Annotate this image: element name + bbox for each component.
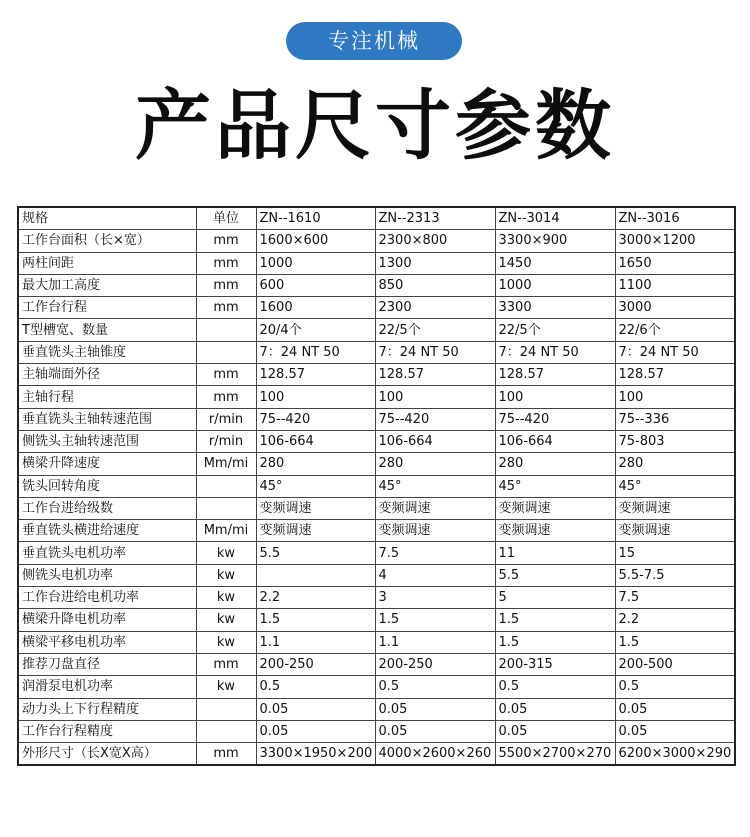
zn3014-cell: 128.57 <box>495 364 615 386</box>
zn3016-cell: 100 <box>615 386 735 408</box>
zn1610-cell <box>256 564 375 586</box>
param-name-cell: 动力头上下行程精度 <box>18 698 196 720</box>
zn2313-cell: 0.05 <box>375 720 495 742</box>
unit-cell: mm <box>196 653 256 675</box>
param-name-cell: T型槽宽、数量 <box>18 319 196 341</box>
zn1610-cell: 600 <box>256 274 375 296</box>
zn3014-cell: 5 <box>495 587 615 609</box>
table-row <box>18 274 735 296</box>
zn3014-cell: 7：24 NT 50 <box>495 341 615 363</box>
unit-cell <box>196 497 256 519</box>
zn2313-cell: 2300 <box>375 297 495 319</box>
unit-cell: 单位 <box>196 207 256 230</box>
zn3014-cell: 100 <box>495 386 615 408</box>
zn1610-cell: 280 <box>256 453 375 475</box>
zn2313-cell: 4 <box>375 564 495 586</box>
zn1610-cell: 1600 <box>256 297 375 319</box>
zn3014-cell: ZN--3014 <box>495 207 615 230</box>
table-row <box>18 631 735 653</box>
zn3014-cell: 0.05 <box>495 720 615 742</box>
zn3016-cell: 75-803 <box>615 430 735 452</box>
zn3016-cell: 0.5 <box>615 676 735 698</box>
zn3014-cell: 45° <box>495 475 615 497</box>
zn3014-cell: 75--420 <box>495 408 615 430</box>
zn3016-cell: 15 <box>615 542 735 564</box>
unit-cell: Mm/mi <box>196 520 256 542</box>
zn2313-cell: 22/5个 <box>375 319 495 341</box>
zn3016-cell: 200-500 <box>615 653 735 675</box>
zn2313-cell: 变频调速 <box>375 520 495 542</box>
zn3016-cell: 7：24 NT 50 <box>615 341 735 363</box>
table-row <box>18 587 735 609</box>
table-header-row <box>18 207 735 230</box>
param-name-cell: 垂直铣头主轴锥度 <box>18 341 196 363</box>
unit-cell <box>196 698 256 720</box>
zn1610-cell: 变频调速 <box>256 520 375 542</box>
zn2313-cell: 850 <box>375 274 495 296</box>
param-name-cell: 工作台行程 <box>18 297 196 319</box>
zn2313-cell: 1.1 <box>375 631 495 653</box>
zn3014-cell: 1450 <box>495 252 615 274</box>
unit-cell <box>196 720 256 742</box>
brand-badge: 专注机械 <box>286 22 462 60</box>
zn2313-cell: 1.5 <box>375 609 495 631</box>
unit-cell: mm <box>196 297 256 319</box>
zn2313-cell: 106-664 <box>375 430 495 452</box>
zn3016-cell: 7.5 <box>615 587 735 609</box>
param-name-cell: 横梁升降速度 <box>18 453 196 475</box>
spec-table <box>17 206 736 766</box>
table-row <box>18 230 735 252</box>
zn3014-cell: 11 <box>495 542 615 564</box>
zn3016-cell: 128.57 <box>615 364 735 386</box>
param-name-cell: 横梁平移电机功率 <box>18 631 196 653</box>
zn3016-cell: ZN--3016 <box>615 207 735 230</box>
zn3014-cell: 5500×2700×270 <box>495 743 615 766</box>
zn3016-cell: 1650 <box>615 252 735 274</box>
table-row <box>18 542 735 564</box>
table-row <box>18 297 735 319</box>
zn3016-cell: 5.5-7.5 <box>615 564 735 586</box>
unit-cell: mm <box>196 743 256 766</box>
table-row <box>18 564 735 586</box>
zn1610-cell: 100 <box>256 386 375 408</box>
zn3014-cell: 5.5 <box>495 564 615 586</box>
param-name-cell: 铣头回转角度 <box>18 475 196 497</box>
param-name-cell: 工作台行程精度 <box>18 720 196 742</box>
unit-cell: kw <box>196 676 256 698</box>
spec-table-body <box>18 207 735 765</box>
zn2313-cell: 变频调速 <box>375 497 495 519</box>
unit-cell: mm <box>196 230 256 252</box>
zn3016-cell: 1.5 <box>615 631 735 653</box>
zn1610-cell: 3300×1950×200 <box>256 743 375 766</box>
zn3016-cell: 0.05 <box>615 720 735 742</box>
page-title: 产品尺寸参数 <box>135 81 615 170</box>
unit-cell <box>196 341 256 363</box>
zn3014-cell: 280 <box>495 453 615 475</box>
zn3014-cell: 1.5 <box>495 631 615 653</box>
param-name-cell: 侧铣头电机功率 <box>18 564 196 586</box>
zn3014-cell: 0.05 <box>495 698 615 720</box>
table-row <box>18 609 735 631</box>
table-row <box>18 475 735 497</box>
param-name-cell: 垂直铣头主轴转速范围 <box>18 408 196 430</box>
zn3016-cell: 变频调速 <box>615 520 735 542</box>
zn3014-cell: 22/5个 <box>495 319 615 341</box>
param-name-cell: 规格 <box>18 207 196 230</box>
zn3016-cell: 6200×3000×290 <box>615 743 735 766</box>
table-row <box>18 430 735 452</box>
param-name-cell: 主轴行程 <box>18 386 196 408</box>
table-row <box>18 720 735 742</box>
table-row <box>18 653 735 675</box>
unit-cell: mm <box>196 386 256 408</box>
param-name-cell: 工作台面积（长×宽） <box>18 230 196 252</box>
table-row <box>18 743 735 766</box>
param-name-cell: 垂直铣头横进给速度 <box>18 520 196 542</box>
table-row <box>18 364 735 386</box>
unit-cell: kw <box>196 631 256 653</box>
zn3014-cell: 106-664 <box>495 430 615 452</box>
zn3016-cell: 0.05 <box>615 698 735 720</box>
zn3014-cell: 变频调速 <box>495 520 615 542</box>
zn2313-cell: 2300×800 <box>375 230 495 252</box>
zn1610-cell: 0.05 <box>256 698 375 720</box>
param-name-cell: 工作台进给级数 <box>18 497 196 519</box>
param-name-cell: 推荐刀盘直径 <box>18 653 196 675</box>
unit-cell <box>196 475 256 497</box>
zn2313-cell: 7：24 NT 50 <box>375 341 495 363</box>
table-row <box>18 341 735 363</box>
zn1610-cell: 5.5 <box>256 542 375 564</box>
zn2313-cell: 4000×2600×260 <box>375 743 495 766</box>
zn1610-cell: 变频调速 <box>256 497 375 519</box>
param-name-cell: 外形尺寸（长X宽X高） <box>18 743 196 766</box>
unit-cell: kw <box>196 587 256 609</box>
table-row <box>18 676 735 698</box>
zn3016-cell: 1100 <box>615 274 735 296</box>
unit-cell: kw <box>196 542 256 564</box>
zn1610-cell: 200-250 <box>256 653 375 675</box>
unit-cell: mm <box>196 252 256 274</box>
zn1610-cell: 1.1 <box>256 631 375 653</box>
table-row <box>18 408 735 430</box>
zn3014-cell: 200-315 <box>495 653 615 675</box>
unit-cell: mm <box>196 274 256 296</box>
zn1610-cell: 128.57 <box>256 364 375 386</box>
unit-cell: r/min <box>196 408 256 430</box>
param-name-cell: 侧铣头主轴转速范围 <box>18 430 196 452</box>
zn2313-cell: 200-250 <box>375 653 495 675</box>
zn3014-cell: 变频调速 <box>495 497 615 519</box>
zn1610-cell: 1000 <box>256 252 375 274</box>
zn3014-cell: 0.5 <box>495 676 615 698</box>
zn1610-cell: 1.5 <box>256 609 375 631</box>
param-name-cell: 主轴端面外径 <box>18 364 196 386</box>
unit-cell: Mm/mi <box>196 453 256 475</box>
table-row <box>18 319 735 341</box>
zn3016-cell: 22/6个 <box>615 319 735 341</box>
unit-cell: kw <box>196 609 256 631</box>
zn3016-cell: 280 <box>615 453 735 475</box>
table-row <box>18 386 735 408</box>
zn2313-cell: 75--420 <box>375 408 495 430</box>
zn3016-cell: 变频调速 <box>615 497 735 519</box>
param-name-cell: 工作台进给电机功率 <box>18 587 196 609</box>
unit-cell: kw <box>196 564 256 586</box>
param-name-cell: 垂直铣头电机功率 <box>18 542 196 564</box>
zn2313-cell: 128.57 <box>375 364 495 386</box>
zn2313-cell: 7.5 <box>375 542 495 564</box>
table-row <box>18 252 735 274</box>
unit-cell: mm <box>196 364 256 386</box>
zn1610-cell: 45° <box>256 475 375 497</box>
zn3014-cell: 3300 <box>495 297 615 319</box>
zn1610-cell: 75--420 <box>256 408 375 430</box>
unit-cell: r/min <box>196 430 256 452</box>
param-name-cell: 两柱间距 <box>18 252 196 274</box>
table-row <box>18 698 735 720</box>
zn1610-cell: 106-664 <box>256 430 375 452</box>
zn3016-cell: 3000×1200 <box>615 230 735 252</box>
zn2313-cell: 1300 <box>375 252 495 274</box>
zn3014-cell: 3300×900 <box>495 230 615 252</box>
table-row <box>18 453 735 475</box>
zn3016-cell: 3000 <box>615 297 735 319</box>
param-name-cell: 横梁升降电机功率 <box>18 609 196 631</box>
unit-cell <box>196 319 256 341</box>
zn1610-cell: 0.5 <box>256 676 375 698</box>
zn2313-cell: 45° <box>375 475 495 497</box>
zn1610-cell: 0.05 <box>256 720 375 742</box>
zn1610-cell: ZN--1610 <box>256 207 375 230</box>
zn2313-cell: ZN--2313 <box>375 207 495 230</box>
zn1610-cell: 2.2 <box>256 587 375 609</box>
zn3016-cell: 75--336 <box>615 408 735 430</box>
zn2313-cell: 280 <box>375 453 495 475</box>
zn2313-cell: 0.05 <box>375 698 495 720</box>
param-name-cell: 润滑泵电机功率 <box>18 676 196 698</box>
zn2313-cell: 0.5 <box>375 676 495 698</box>
table-row <box>18 520 735 542</box>
zn3016-cell: 2.2 <box>615 609 735 631</box>
zn3016-cell: 45° <box>615 475 735 497</box>
zn2313-cell: 100 <box>375 386 495 408</box>
zn3014-cell: 1000 <box>495 274 615 296</box>
zn1610-cell: 1600×600 <box>256 230 375 252</box>
zn1610-cell: 7：24 NT 50 <box>256 341 375 363</box>
zn2313-cell: 3 <box>375 587 495 609</box>
zn3014-cell: 1.5 <box>495 609 615 631</box>
table-row <box>18 497 735 519</box>
zn1610-cell: 20/4个 <box>256 319 375 341</box>
param-name-cell: 最大加工高度 <box>18 274 196 296</box>
